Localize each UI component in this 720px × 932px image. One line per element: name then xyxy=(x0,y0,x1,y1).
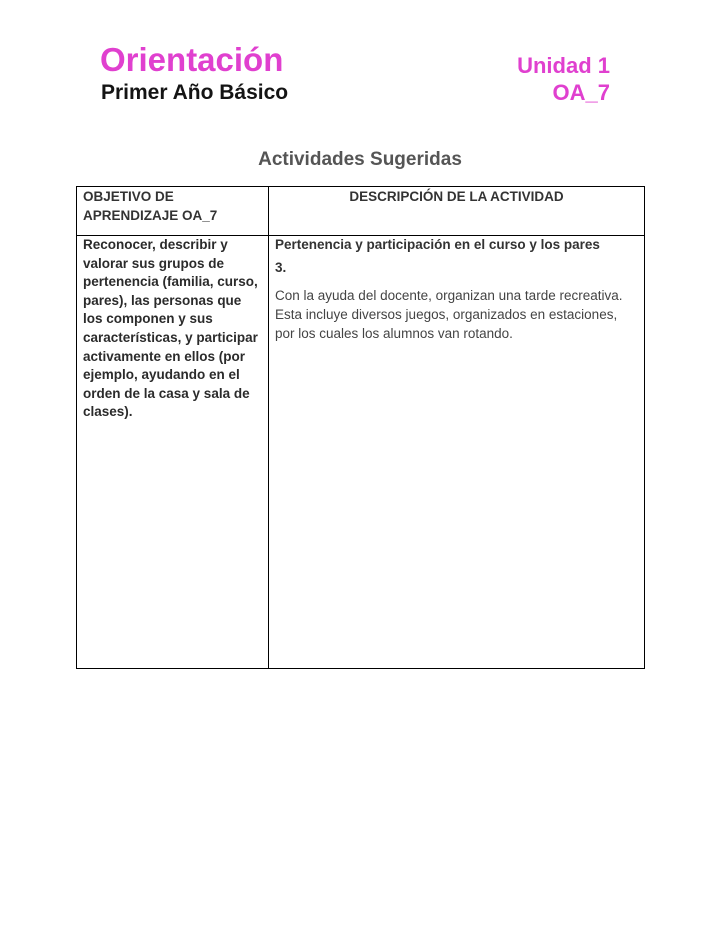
document-title: Orientación xyxy=(100,41,284,78)
description-cell xyxy=(269,236,645,669)
objective-cell xyxy=(77,236,269,669)
objective-text: Reconocer, describir y valorar sus grupos de pertenencia (familia, curso, pares), las personas que los componen y sus características, y participar activamente en ellos (por ejemplo, ayudando en el orden de la casa y sala de clases). xyxy=(83,237,258,420)
description-column-header: DESCRIPCIÓN DE LA ACTIVIDAD xyxy=(269,187,645,236)
activity-number: 3. xyxy=(275,260,287,275)
section-heading: Actividades Sugeridas xyxy=(258,149,462,170)
objective-column-header: OBJETIVO DE APRENDIZAJE OA_7 xyxy=(77,187,269,236)
activity-title: Pertenencia y participación en el curso y los pares xyxy=(275,237,600,252)
table-header-row xyxy=(77,187,645,236)
unit-label: Unidad 1 xyxy=(517,53,610,78)
document-subtitle: Primer Año Básico xyxy=(101,81,289,104)
table-row xyxy=(77,236,645,669)
activity-table xyxy=(76,186,645,669)
activity-description: Con la ayuda del docente, organizan una tarde recreativa. Esta incluye diversos juegos, organizados en estaciones, por los cuales los alumnos van rotando. xyxy=(275,288,623,341)
objective-code: OA_7 xyxy=(552,80,610,105)
